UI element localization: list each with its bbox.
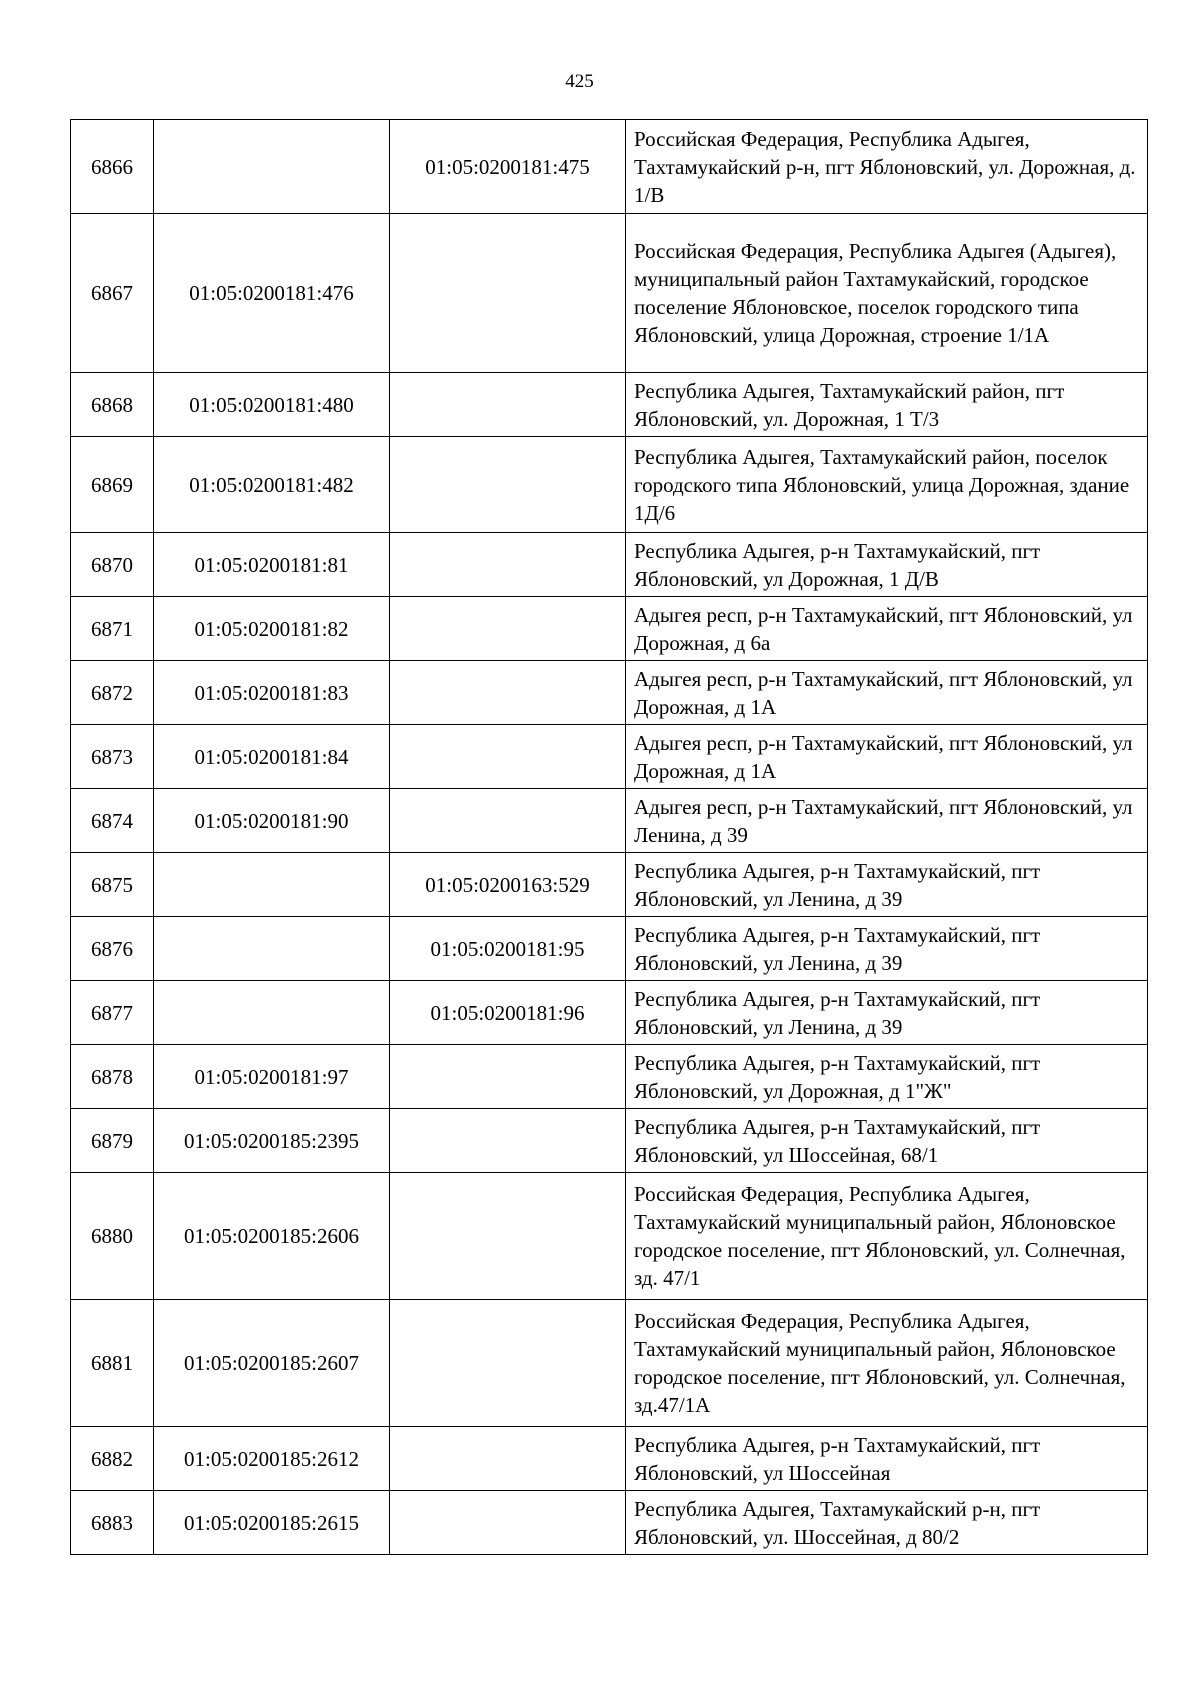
table-row — [71, 214, 1148, 373]
cadastral-number-cell: 01:05:0200181:476 — [154, 214, 390, 373]
parent-cadastral-number-cell — [390, 1045, 626, 1109]
table-row — [71, 725, 1148, 789]
cadastral-number-cell — [154, 120, 390, 214]
parent-cadastral-number-cell — [390, 1173, 626, 1300]
row-number-cell: 6882 — [71, 1427, 154, 1491]
page-number: 425 — [565, 71, 594, 92]
row-number-cell: 6879 — [71, 1109, 154, 1173]
parent-cadastral-number-cell — [390, 789, 626, 853]
parent-cadastral-number-cell — [390, 1427, 626, 1491]
registry-table — [70, 119, 1148, 1555]
address-cell: Российская Федерация, Республика Адыгея, Тахтамукайский муниципальный район, Яблоновское городское поселение, пгт Яблоновский, ул. Солнечная, зд.47/1А — [626, 1300, 1148, 1427]
cadastral-number-cell: 01:05:0200185:2607 — [154, 1300, 390, 1427]
parent-cadastral-number-cell: 01:05:0200181:96 — [390, 981, 626, 1045]
address-cell: Республика Адыгея, р-н Тахтамукайский, пгт Яблоновский, ул Шоссейная — [626, 1427, 1148, 1491]
table-row — [71, 533, 1148, 597]
table-row — [71, 789, 1148, 853]
table-row — [71, 1173, 1148, 1300]
cadastral-number-cell: 01:05:0200181:480 — [154, 373, 390, 437]
address-cell: Адыгея респ, р-н Тахтамукайский, пгт Яблоновский, ул Ленина, д 39 — [626, 789, 1148, 853]
address-cell: Республика Адыгея, р-н Тахтамукайский, пгт Яблоновский, ул Шоссейная, 68/1 — [626, 1109, 1148, 1173]
table-row — [71, 120, 1148, 214]
row-number-cell: 6877 — [71, 981, 154, 1045]
address-cell: Республика Адыгея, р-н Тахтамукайский, пгт Яблоновский, ул Дорожная, д 1"Ж" — [626, 1045, 1148, 1109]
address-cell: Республика Адыгея, Тахтамукайский район, пгт Яблоновский, ул. Дорожная, 1 Т/3 — [626, 373, 1148, 437]
address-cell: Республика Адыгея, Тахтамукайский р-н, пгт Яблоновский, ул. Шоссейная, д 80/2 — [626, 1491, 1148, 1555]
address-cell: Республика Адыгея, р-н Тахтамукайский, пгт Яблоновский, ул Дорожная, 1 Д/В — [626, 533, 1148, 597]
parent-cadastral-number-cell — [390, 437, 626, 533]
table-row — [71, 1491, 1148, 1555]
address-cell: Республика Адыгея, р-н Тахтамукайский, пгт Яблоновский, ул Ленина, д 39 — [626, 917, 1148, 981]
cadastral-number-cell: 01:05:0200181:482 — [154, 437, 390, 533]
row-number-cell: 6871 — [71, 597, 154, 661]
parent-cadastral-number-cell: 01:05:0200181:95 — [390, 917, 626, 981]
table-row — [71, 1109, 1148, 1173]
row-number-cell: 6874 — [71, 789, 154, 853]
parent-cadastral-number-cell — [390, 1491, 626, 1555]
parent-cadastral-number-cell — [390, 725, 626, 789]
table-row — [71, 597, 1148, 661]
row-number-cell: 6883 — [71, 1491, 154, 1555]
parent-cadastral-number-cell: 01:05:0200163:529 — [390, 853, 626, 917]
cadastral-number-cell: 01:05:0200181:97 — [154, 1045, 390, 1109]
row-number-cell: 6873 — [71, 725, 154, 789]
parent-cadastral-number-cell — [390, 533, 626, 597]
row-number-cell: 6868 — [71, 373, 154, 437]
row-number-cell: 6869 — [71, 437, 154, 533]
table-row — [71, 1045, 1148, 1109]
parent-cadastral-number-cell — [390, 1300, 626, 1427]
cadastral-number-cell: 01:05:0200181:84 — [154, 725, 390, 789]
cadastral-number-cell: 01:05:0200185:2615 — [154, 1491, 390, 1555]
registry-table-body — [71, 120, 1148, 1555]
address-cell: Республика Адыгея, р-н Тахтамукайский, пгт Яблоновский, ул Ленина, д 39 — [626, 981, 1148, 1045]
parent-cadastral-number-cell — [390, 661, 626, 725]
address-cell: Адыгея респ, р-н Тахтамукайский, пгт Яблоновский, ул Дорожная, д 1А — [626, 661, 1148, 725]
address-cell: Российская Федерация, Республика Адыгея, Тахтамукайский р-н, пгт Яблоновский, ул. Дорожная, д. 1/В — [626, 120, 1148, 214]
row-number-cell: 6866 — [71, 120, 154, 214]
address-cell: Адыгея респ, р-н Тахтамукайский, пгт Яблоновский, ул Дорожная, д 6а — [626, 597, 1148, 661]
row-number-cell: 6881 — [71, 1300, 154, 1427]
parent-cadastral-number-cell: 01:05:0200181:475 — [390, 120, 626, 214]
row-number-cell: 6875 — [71, 853, 154, 917]
cadastral-number-cell: 01:05:0200181:81 — [154, 533, 390, 597]
table-row — [71, 853, 1148, 917]
table-row — [71, 1300, 1148, 1427]
cadastral-number-cell: 01:05:0200181:90 — [154, 789, 390, 853]
cadastral-number-cell: 01:05:0200185:2395 — [154, 1109, 390, 1173]
address-cell: Российская Федерация, Республика Адыгея, Тахтамукайский муниципальный район, Яблоновское городское поселение, пгт Яблоновский, ул. Солнечная, зд. 47/1 — [626, 1173, 1148, 1300]
cadastral-number-cell — [154, 853, 390, 917]
table-row — [71, 661, 1148, 725]
parent-cadastral-number-cell — [390, 1109, 626, 1173]
table-row — [71, 1427, 1148, 1491]
cadastral-number-cell: 01:05:0200185:2606 — [154, 1173, 390, 1300]
cadastral-number-cell: 01:05:0200181:82 — [154, 597, 390, 661]
row-number-cell: 6870 — [71, 533, 154, 597]
row-number-cell: 6878 — [71, 1045, 154, 1109]
address-cell: Республика Адыгея, р-н Тахтамукайский, пгт Яблоновский, ул Ленина, д 39 — [626, 853, 1148, 917]
cadastral-number-cell: 01:05:0200185:2612 — [154, 1427, 390, 1491]
row-number-cell: 6876 — [71, 917, 154, 981]
parent-cadastral-number-cell — [390, 214, 626, 373]
table-row — [71, 981, 1148, 1045]
cadastral-number-cell: 01:05:0200181:83 — [154, 661, 390, 725]
address-cell: Республика Адыгея, Тахтамукайский район, поселок городского типа Яблоновский, улица Дорожная, здание 1Д/6 — [626, 437, 1148, 533]
row-number-cell: 6880 — [71, 1173, 154, 1300]
cadastral-number-cell — [154, 917, 390, 981]
parent-cadastral-number-cell — [390, 597, 626, 661]
row-number-cell: 6872 — [71, 661, 154, 725]
table-row — [71, 437, 1148, 533]
cadastral-number-cell — [154, 981, 390, 1045]
address-cell: Адыгея респ, р-н Тахтамукайский, пгт Яблоновский, ул Дорожная, д 1А — [626, 725, 1148, 789]
table-row — [71, 917, 1148, 981]
table-row — [71, 373, 1148, 437]
row-number-cell: 6867 — [71, 214, 154, 373]
parent-cadastral-number-cell — [390, 373, 626, 437]
address-cell: Российская Федерация, Республика Адыгея (Адыгея), муниципальный район Тахтамукайский, городское поселение Яблоновское, поселок городского типа Яблоновский, улица Дорожная, строение 1/1А — [626, 214, 1148, 373]
